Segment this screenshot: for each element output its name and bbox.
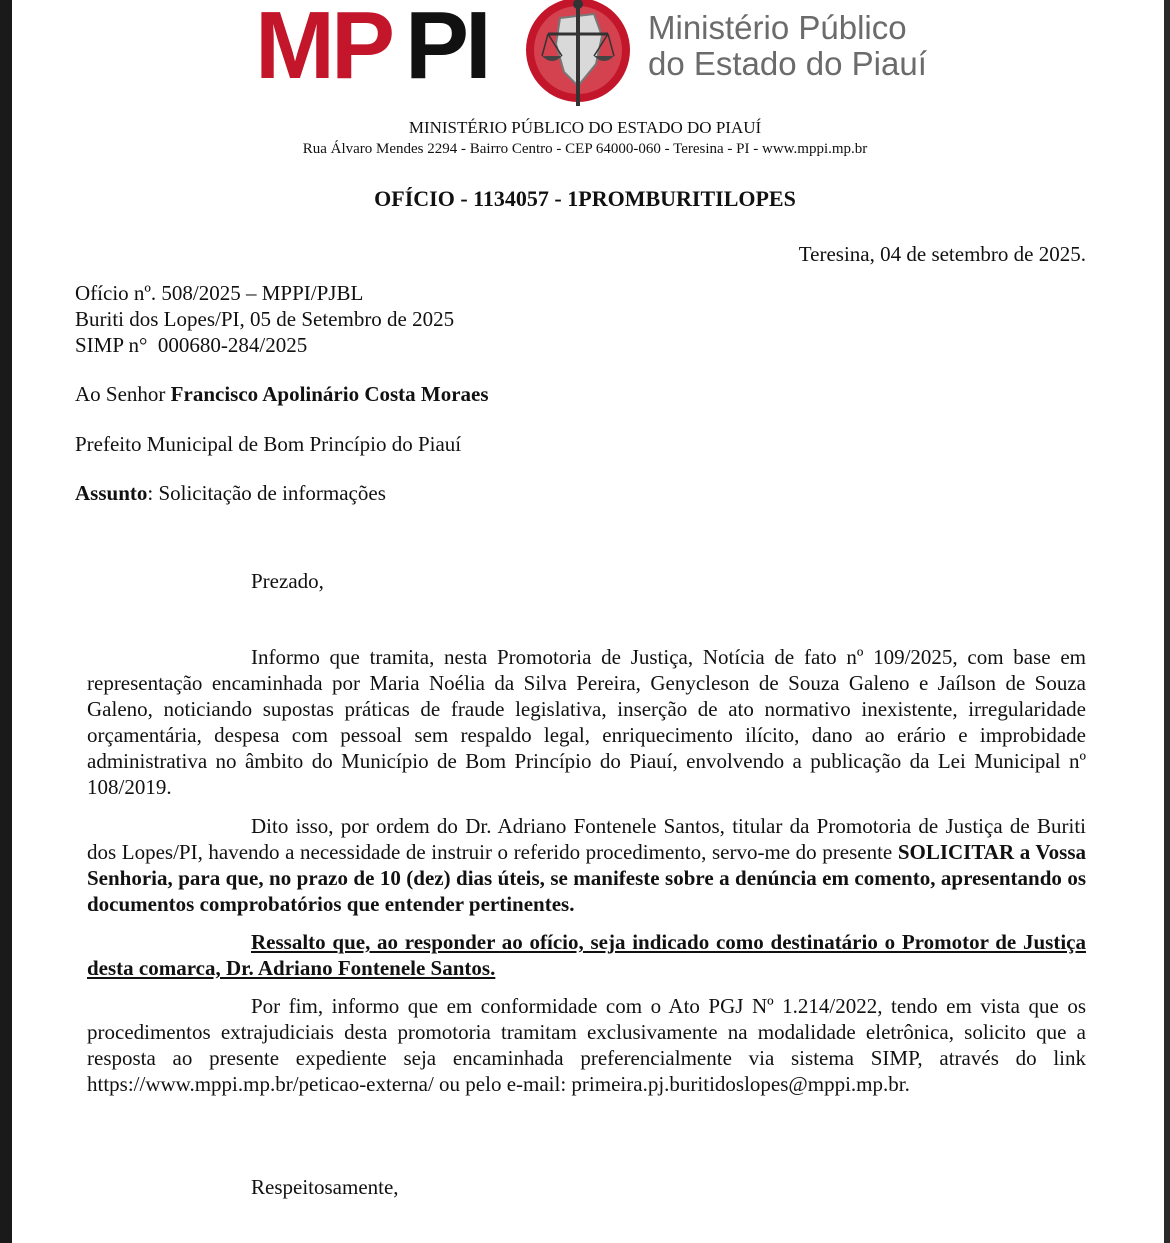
- addressee-role: Prefeito Municipal de Bom Princípio do Piauí: [75, 432, 462, 456]
- logo-text-line2: do Estado do Piauí: [648, 45, 927, 82]
- addressee-prefix: Ao Senhor: [75, 382, 171, 406]
- body-paragraph-3: [87, 929, 1086, 981]
- office-number: Ofício nº. 508/2025 – MPPI/PJBL: [75, 281, 364, 305]
- subject-label: Assunto: [75, 481, 148, 505]
- logo-pi-letters: PI: [405, 0, 488, 99]
- justice-seal-icon: [520, 0, 636, 112]
- subject-line: [75, 480, 386, 506]
- subject-text: : Solicitação de informações: [147, 481, 386, 505]
- logo-institution-text: [648, 10, 927, 82]
- institution-name: MINISTÉRIO PÚBLICO DO ESTADO DO PIAUÍ: [408, 118, 762, 137]
- logo-text-line1: Ministério Público: [648, 9, 907, 46]
- reference-block: [75, 280, 454, 358]
- document-title: OFÍCIO - 1134057 - 1PROMBURITILOPES: [374, 186, 796, 211]
- institution-address: Rua Álvaro Mendes 2294 - Bairro Centro - CEP 64000-060 - Teresina - PI - www.mppi.mp.br: [302, 141, 868, 157]
- paragraph-4-text: Por fim, informo que em conformidade com o Ato PGJ Nº 1.214/2022, tendo em vista que os procedimentos extrajudiciais desta promotoria tramitam exclusivamente na modalidade eletrônica, solicito que a resposta ao presente expediente seja encaminhada preferencialmente via sistema SIMP, através do link https://www.mppi.mp.br/peticao-externa/ ou pelo e-mail: primeira.pj.buritidoslopes@mppi.mp.br.: [87, 994, 1086, 1096]
- addressee-line: [75, 381, 489, 407]
- paragraph-2-request: SOLICITAR a Vossa Senhoria, para que, no prazo de 10 (dez) dias úteis, se manifeste sobre a denúncia em comento, apresentando os documentos comprobatórios que entender pertinentes.: [87, 840, 1086, 916]
- logo-mp-letters: MP: [255, 0, 391, 99]
- origin-date: Buriti dos Lopes/PI, 05 de Setembro de 2025: [75, 307, 455, 331]
- body-paragraph-4: [87, 993, 1086, 1097]
- greeting: Prezado,: [251, 569, 324, 593]
- paragraph-2-text: Dito isso, por ordem do Dr. Adriano Fontenele Santos, titular da Promotoria de Justiça de Buriti dos Lopes/PI, havendo a necessidade de instruir o referido procedimento, servo-me do presente: [87, 814, 1086, 864]
- paragraph-3-text: Ressalto que, ao responder ao ofício, seja indicado como destinatário o Promotor de Justiça desta comarca, Dr. Adriano Fontenele Santos.: [87, 930, 1086, 980]
- place-date: Teresina, 04 de setembro de 2025.: [798, 242, 1086, 266]
- addressee-name: Francisco Apolinário Costa Moraes: [170, 382, 489, 406]
- simp-number: SIMP n° 000680-284/2025: [75, 333, 308, 357]
- paragraph-1-text: Informo que tramita, nesta Promotoria de Justiça, Notícia de fato nº 109/2025, com base em representação encaminhada por Maria Noélia da Silva Pereira, Genycleson de Souza Galeno e Jaílson de Souza Galeno, noticiando supostas práticas de fraude legislativa, inserção de ato normativo inexistente, irregularidade orçamentária, despesa com pessoal sem respaldo legal, enriquecimento ilícito, dano ao erário e improbidade administrativa no âmbito do Município de Bom Princípio do Piauí, envolvendo a publicação da Lei Municipal nº 108/2019.: [87, 645, 1086, 799]
- closing: Respeitosamente,: [251, 1175, 399, 1199]
- body-paragraph-2: [87, 813, 1086, 917]
- body-paragraph-1: [87, 644, 1086, 800]
